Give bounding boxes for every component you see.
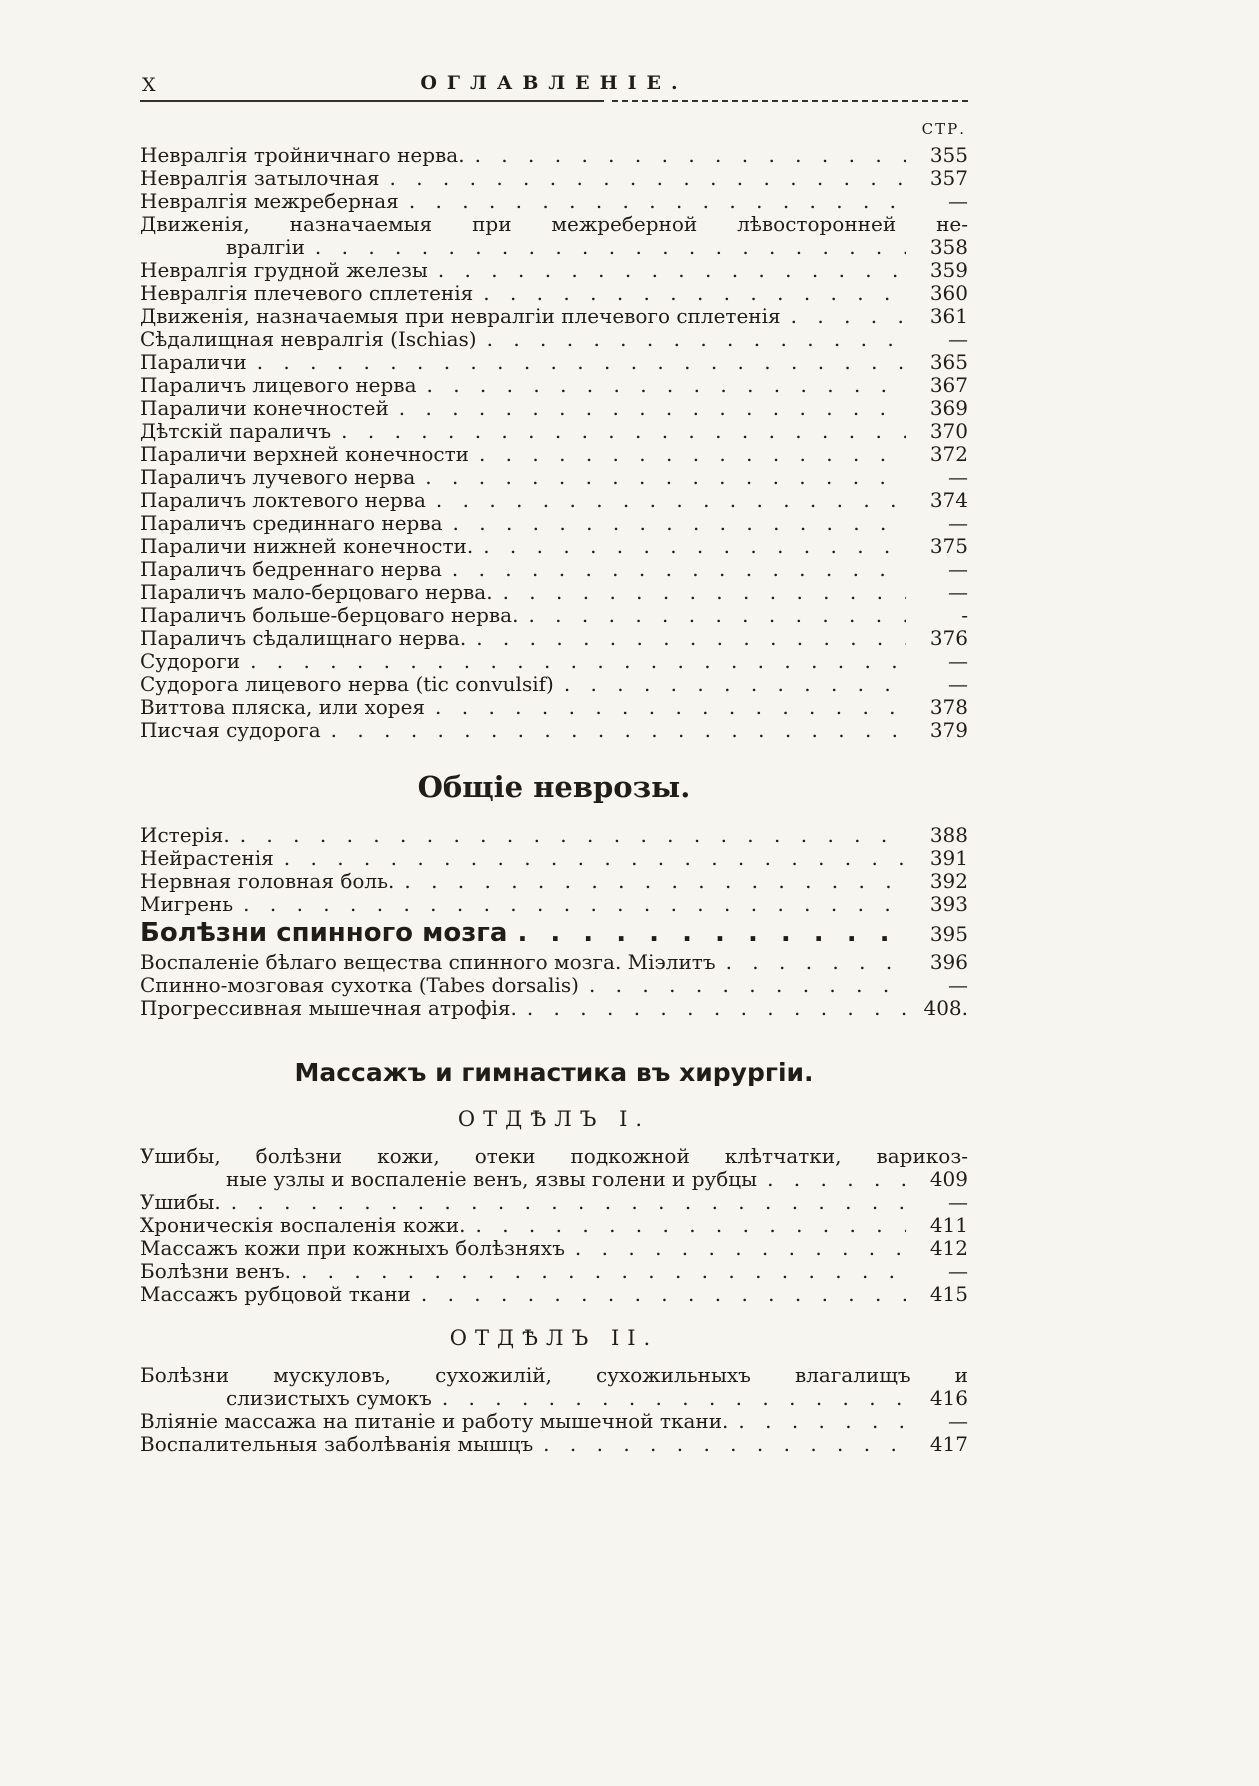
entry-label: Невралгія затылочная [140, 166, 380, 190]
toc-entry-row [140, 893, 968, 916]
entry-page-number: 408. [923, 996, 968, 1020]
dot-leader [564, 673, 906, 696]
header-rule-dashed [612, 100, 968, 104]
entry-label: Спинно-мозговая сухотка (Tabes dorsalis) [140, 973, 579, 997]
entry-label: Параличъ мало-берцоваго нерва. [140, 580, 493, 604]
toc-entry-row [140, 443, 968, 466]
entry-label: Массажъ рубцовой ткани [140, 1282, 411, 1306]
toc-entry-row [140, 1433, 968, 1456]
entry-page-number: 409 [929, 1167, 968, 1191]
dot-leader [487, 328, 906, 351]
toc-entry [140, 581, 968, 604]
toc-entry-row [140, 627, 968, 650]
dot-leader [738, 1410, 906, 1433]
entry-label: Невралгія межреберная [140, 189, 399, 213]
page-column-label: СТР. [921, 120, 966, 138]
entry-page-number: — [948, 557, 968, 581]
entry-page-number: — [948, 465, 968, 489]
toc-entry [140, 1410, 968, 1433]
toc-entry-row [140, 144, 968, 167]
toc-entry-row [140, 1191, 968, 1214]
entry-page-number: 372 [929, 442, 968, 466]
toc-entry-row [140, 535, 968, 558]
toc-entry [140, 870, 968, 893]
entry-label: Истерія. [140, 823, 230, 847]
toc-entry-row [140, 282, 968, 305]
entry-label: Параличъ бедреннаго нерва [140, 557, 442, 581]
entry-page-number: 391 [929, 846, 968, 870]
toc [140, 144, 968, 1456]
entry-label: Параличъ срединнаго нерва [140, 511, 443, 535]
dot-leader [301, 1260, 906, 1283]
page-header [140, 72, 968, 104]
dot-leader [240, 824, 906, 847]
toc-entry-row [140, 916, 968, 951]
toc-entry [140, 397, 968, 420]
entry-page-number: — [948, 973, 968, 997]
running-title: ОГЛАВЛЕНІЕ. [420, 72, 688, 94]
dot-leader [453, 512, 906, 535]
entry-label: Дѣтскій параличъ [140, 419, 332, 443]
entry-label: Невралгія плечевого сплетенія [140, 281, 474, 305]
toc-entry-row [140, 1364, 968, 1387]
toc-entry-row [140, 1410, 968, 1433]
toc-entry-row [140, 673, 968, 696]
toc-entry-row [140, 1214, 968, 1237]
toc-entry-row [140, 305, 968, 328]
dot-leader [284, 847, 906, 870]
toc-entry [140, 604, 968, 627]
entry-page-number: 396 [929, 950, 968, 974]
section-heading: ОТДѢЛЪ II. [449, 1326, 659, 1350]
toc-entry [140, 144, 968, 167]
entry-page-number: 357 [929, 166, 968, 190]
entry-page-number: 369 [929, 396, 968, 420]
entry-page-number: 360 [929, 281, 968, 305]
entry-page-number: — [948, 1190, 968, 1214]
toc-entry [140, 466, 968, 489]
dot-leader [791, 305, 906, 328]
toc-entry [140, 974, 968, 997]
entry-page-number: 376 [929, 626, 968, 650]
toc-entry [140, 1433, 968, 1456]
entry-page-number: 374 [929, 488, 968, 512]
entry-label: Воспаленіе бѣлаго вещества спинного мозга. Міэлитъ [140, 950, 716, 974]
dot-leader [421, 1283, 906, 1306]
toc-entry-row [140, 1168, 968, 1191]
entry-page-number: 370 [929, 419, 968, 443]
entry-label: Движенія, назначаемыя при невралгіи плечевого сплетенія [140, 304, 781, 328]
entry-page-number: — [948, 580, 968, 604]
toc-entry-row [140, 870, 968, 893]
dot-leader [257, 351, 906, 374]
entry-label: Воспалительныя заболѣванія мышцъ [140, 1432, 534, 1456]
toc-entry [140, 1237, 968, 1260]
dot-leader [409, 190, 906, 213]
dot-leader [389, 167, 906, 190]
dot-leader [575, 1237, 906, 1260]
toc-entry [140, 893, 968, 916]
entry-label: ные узлы и воспаленіе венъ, язвы голени и рубцы [226, 1167, 758, 1191]
entry-page-number: - [961, 603, 968, 627]
page-corner-number: X [142, 74, 157, 96]
dot-leader [476, 627, 906, 650]
toc-entry [140, 847, 968, 870]
dot-leader [503, 581, 906, 604]
toc-entry-row [140, 847, 968, 870]
toc-entry-row [140, 1260, 968, 1283]
entry-page-number: 388 [929, 823, 968, 847]
toc-entry-row [140, 466, 968, 489]
dot-leader [483, 282, 906, 305]
toc-entry-row [140, 397, 968, 420]
entry-label: вралгіи [226, 235, 305, 259]
entry-page-number: 415 [929, 1282, 968, 1306]
entry-page-number: 393 [929, 892, 968, 916]
entry-label: Параличи нижней конечности. [140, 534, 474, 558]
header-rule-solid [140, 100, 604, 104]
entry-page-number: — [948, 672, 968, 696]
entry-label: Параличъ лучевого нерва [140, 465, 416, 489]
toc-entry [140, 1191, 968, 1214]
dot-leader [767, 1168, 906, 1191]
toc-entry-row [140, 259, 968, 282]
toc-entry-row [140, 696, 968, 719]
toc-entry [140, 443, 968, 466]
toc-entry [140, 512, 968, 535]
toc-entry-row [140, 328, 968, 351]
toc-entry [140, 190, 968, 213]
toc-entry-row [140, 1283, 968, 1306]
entry-label: Мигрень [140, 892, 234, 916]
entry-label: Параличъ локтевого нерва [140, 488, 426, 512]
entry-label: Болѣзни венъ. [140, 1259, 291, 1283]
dot-leader [436, 489, 906, 512]
entry-label: Вліяніе массажа на питаніе и работу мышечной ткани. [140, 1409, 729, 1433]
dot-leader [341, 420, 906, 443]
toc-entry-row [140, 190, 968, 213]
entry-label: Хроническія воспаленія кожи. [140, 1213, 466, 1237]
toc-entry [140, 282, 968, 305]
dot-leader [250, 650, 906, 673]
toc-entry [140, 328, 968, 351]
toc-entry-row [140, 1237, 968, 1260]
entry-label: Движенія, назначаемыя при межреберной лѣвосторонней не- [140, 212, 968, 236]
entry-label: Нервная головная боль. [140, 869, 395, 893]
dot-leader [476, 1214, 907, 1237]
entry-label: Нейрастенія [140, 846, 274, 870]
toc-entry [140, 916, 968, 951]
entry-label: Параличи [140, 350, 247, 374]
entry-label: Параличъ сѣдалищнаго нерва. [140, 626, 467, 650]
entry-page-number: 361 [929, 304, 968, 328]
toc-entry [140, 997, 968, 1020]
dot-leader [425, 466, 906, 489]
toc-entry [140, 1260, 968, 1283]
toc-entry-row [140, 719, 968, 742]
toc-entry-row [140, 974, 968, 997]
entry-label: Судорога лицевого нерва (tic convulsif) [140, 672, 554, 696]
entry-page-number: 392 [929, 869, 968, 893]
entry-label: слизистыхъ сумокъ [226, 1386, 432, 1410]
dot-leader [517, 916, 906, 950]
entry-label: Параличъ больше-берцоваго нерва. [140, 603, 519, 627]
toc-entry [140, 1214, 968, 1237]
dot-leader [475, 144, 906, 167]
entry-page-number: 365 [929, 350, 968, 374]
toc-entry [140, 719, 968, 742]
entry-page-number: 417 [929, 1432, 968, 1456]
toc-entry [140, 259, 968, 282]
toc-entry [140, 489, 968, 512]
dot-leader [315, 236, 906, 259]
section-heading: Массажъ и гимнастика въ хирургіи. [294, 1058, 814, 1087]
dot-leader [543, 1433, 906, 1456]
toc-entry-row [140, 1387, 968, 1410]
entry-page-number: 358 [929, 235, 968, 259]
toc-entry-row [140, 420, 968, 443]
entry-page-number: 411 [929, 1213, 968, 1237]
toc-entry [140, 627, 968, 650]
dot-leader [452, 558, 906, 581]
dot-leader [483, 535, 906, 558]
dot-leader [427, 374, 907, 397]
dot-leader [435, 696, 906, 719]
toc-entry-row [140, 558, 968, 581]
toc-entry-row [140, 351, 968, 374]
toc-entry-row [140, 236, 968, 259]
toc-entry [140, 535, 968, 558]
toc-entry [140, 824, 968, 847]
entry-page-number: 412 [929, 1236, 968, 1260]
dot-leader [243, 893, 906, 916]
entry-page-number: — [948, 649, 968, 673]
entry-page-number: 378 [929, 695, 968, 719]
toc-entry-row [140, 581, 968, 604]
toc-entry-row [140, 650, 968, 673]
toc-entry-row [140, 213, 968, 236]
entry-page-number: — [948, 189, 968, 213]
entry-page-number: 355 [929, 143, 968, 167]
dot-leader [589, 974, 906, 997]
entry-label: Массажъ кожи при кожныхъ болѣзняхъ [140, 1236, 565, 1260]
dot-leader [231, 1191, 906, 1214]
toc-entry [140, 558, 968, 581]
entry-label: Параличи верхней конечности [140, 442, 469, 466]
toc-entry [140, 1283, 968, 1306]
dot-leader [726, 951, 906, 974]
entry-page-number: 416 [929, 1386, 968, 1410]
entry-label: Болѣзни мускуловъ, сухожилій, сухожильныхъ влагалищъ и [140, 1363, 968, 1387]
dot-leader [442, 1387, 906, 1410]
toc-entry-row [140, 1145, 968, 1168]
entry-page-number: 359 [929, 258, 968, 282]
toc-entry [140, 167, 968, 190]
toc-entry [140, 650, 968, 673]
toc-entry-row [140, 489, 968, 512]
entry-page-number: 395 [929, 922, 968, 946]
dot-leader [438, 259, 906, 282]
dot-leader [528, 604, 906, 627]
section-heading: ОТДѢЛЪ I. [457, 1107, 651, 1131]
header-rule [140, 100, 968, 104]
entry-label: Болѣзни спинного мозга [140, 918, 508, 948]
dot-leader [331, 719, 906, 742]
dot-leader [479, 443, 906, 466]
toc-entry [140, 696, 968, 719]
entry-page-number: 379 [929, 718, 968, 742]
entry-label: Параличъ лицевого нерва [140, 373, 417, 397]
section-heading: Общіе неврозы. [417, 770, 691, 804]
entry-page-number: — [948, 1259, 968, 1283]
toc-entry [140, 951, 968, 974]
entry-label: Судороги [140, 649, 241, 673]
entry-label: Параличи конечностей [140, 396, 389, 420]
dot-leader [399, 397, 906, 420]
entry-label: Ушибы. [140, 1190, 221, 1214]
toc-entry [140, 213, 968, 259]
entry-page-number: — [948, 1409, 968, 1433]
toc-entry-row [140, 824, 968, 847]
page-content [140, 72, 968, 1456]
toc-entry [140, 305, 968, 328]
entry-label: Невралгія грудной железы [140, 258, 428, 282]
toc-entry [140, 374, 968, 397]
toc-entry [140, 420, 968, 443]
entry-label: Невралгія тройничнаго нерва. [140, 143, 465, 167]
entry-label: Прогрессивная мышечная атрофія. [140, 996, 517, 1020]
entry-label: Писчая судорога [140, 718, 321, 742]
toc-entry [140, 1364, 968, 1410]
toc-entry [140, 673, 968, 696]
toc-entry-row [140, 997, 968, 1020]
dot-leader [527, 997, 906, 1020]
entry-page-number: 375 [929, 534, 968, 558]
toc-entry-row [140, 512, 968, 535]
entry-page-number: — [948, 327, 968, 351]
entry-label: Сѣдалищная невралгія (Ischias) [140, 327, 477, 351]
dot-leader [404, 870, 906, 893]
entry-page-number: 367 [929, 373, 968, 397]
toc-entry-row [140, 951, 968, 974]
toc-entry [140, 1145, 968, 1191]
entry-label: Виттова пляска, или хорея [140, 695, 426, 719]
entry-label: Ушибы, болѣзни кожи, отеки подкожной клѣтчатки, варикоз- [140, 1144, 968, 1168]
toc-entry-row [140, 167, 968, 190]
toc-entry [140, 351, 968, 374]
toc-entry-row [140, 604, 968, 627]
entry-page-number: — [948, 511, 968, 535]
toc-entry-row [140, 374, 968, 397]
